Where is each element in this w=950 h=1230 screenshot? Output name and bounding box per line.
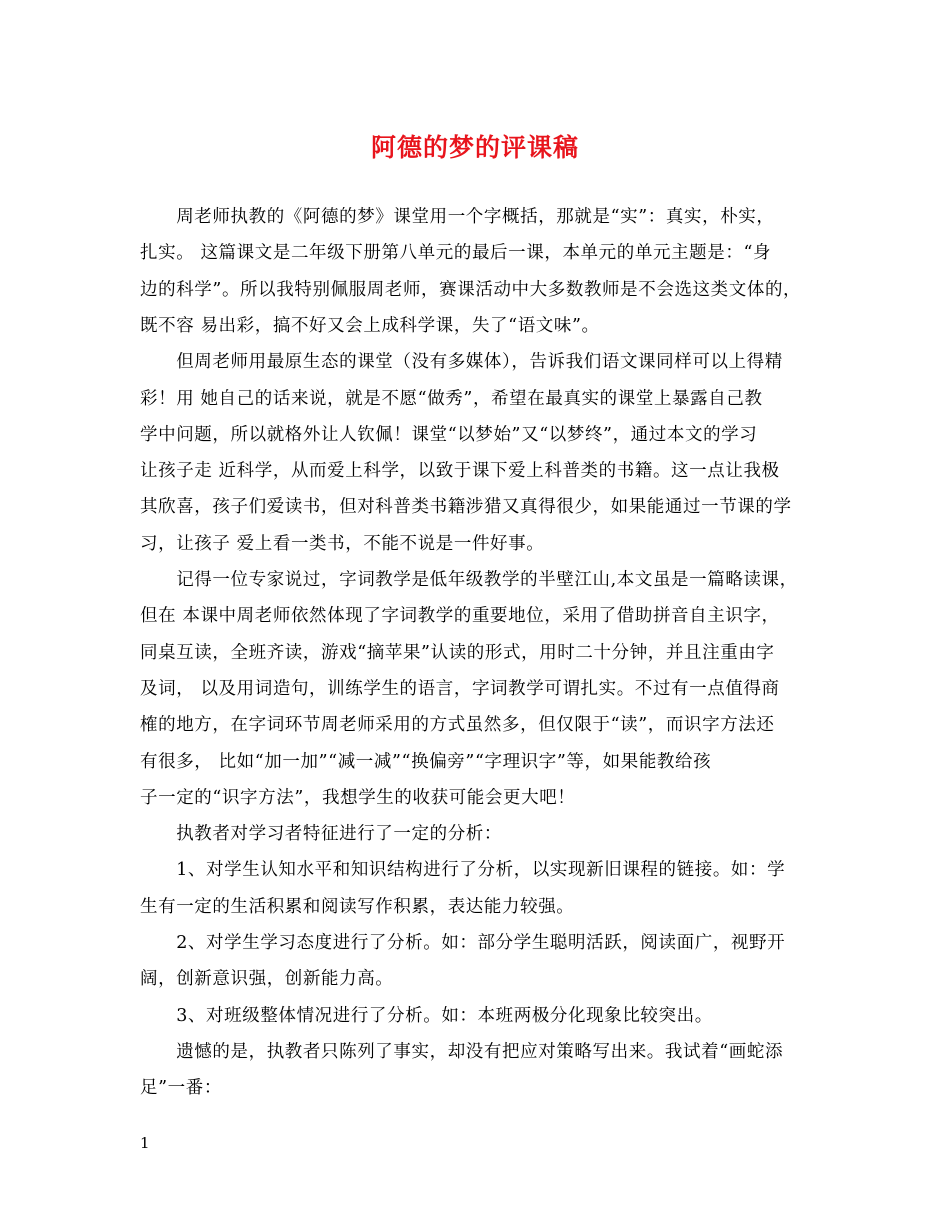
body-line: 有很多， 比如“加一加”“减一减”“换偏旁”“字理识字”等，如果能教给孩 xyxy=(140,751,712,772)
body-line: 其欣喜，孩子们爱读书，但对科普类书籍涉猎又真得很少，如果能通过一节课的学 xyxy=(140,497,792,518)
body-line: 学中问题，所以就格外让人钦佩！课堂“以梦始”又“以梦终”，通过本文的学习 xyxy=(140,424,758,445)
body-line: 习，让孩子 爱上看一类书，不能不说是一件好事。 xyxy=(140,533,545,554)
body-line: 子一定的“识字方法”，我想学生的收获可能会更大吧！ xyxy=(140,787,576,808)
body-line: 扎实。 这篇课文是二年级下册第八单元的最后一课，本单元的单元主题是：“身 xyxy=(140,243,772,264)
body-line: 周老师执教的《阿德的梦》课堂用一个字概括，那就是“实”：真实，朴实， xyxy=(140,207,775,227)
body-line: 但在 本课中周老师依然体现了字词教学的重要地位，采用了借助拼音自主识字， xyxy=(140,606,780,627)
document-title: 阿德的梦的评课稿 xyxy=(370,133,579,162)
body-line: 榷的地方，在字词环节周老师采用的方式虽然多，但仅限于“读”，而识字方法还 xyxy=(140,715,775,736)
body-line: 彩！用 她自己的话来说，就是不愿“做秀”，希望在最真实的课堂上暴露自己教 xyxy=(140,388,763,409)
body-line: 2、对学生学习态度进行了分析。如：部分学生聪明活跃，阅读面广，视野开 xyxy=(140,933,786,953)
body-line: 记得一位专家说过，字词教学是低年级教学的半壁江山,本文虽是一篇略读课， xyxy=(140,570,798,590)
body-line: 足”一番： xyxy=(140,1078,222,1099)
body-line: 既不容 易出彩，搞不好又会上成科学课，失了“语文味”。 xyxy=(140,315,600,336)
body-line: 同桌互读，全班齐读，游戏“摘苹果”认读的形式，用时二十分钟，并且注重由字 xyxy=(140,642,775,663)
body-line: 及词， 以及用词造句，训练学生的语言，字词教学可谓扎实。不过有一点值得商 xyxy=(140,678,780,699)
body-line: 但周老师用最原生态的课堂（没有多媒体），告诉我们语文课同样可以上得精 xyxy=(140,352,783,373)
body-line: 3、对班级整体情况进行了分析。如：本班两极分化现象比较突出。 xyxy=(140,1005,713,1026)
body-line: 遗憾的是，执教者只陈列了事实，却没有把应对策略写出来。我试着“画蛇添 xyxy=(140,1041,784,1062)
body-line: 执教者对学习者特征进行了一定的分析： xyxy=(140,824,502,845)
body-line: 阔，创新意识强，创新能力高。 xyxy=(140,969,394,990)
body-line: 让孩子走 近科学，从而爱上科学，以致于课下爱上科普类的书籍。这一点让我极 xyxy=(140,461,780,482)
body-line: 边的科学”。所以我特别佩服周老师，赛课活动中大多数教师是不会选这类文体的， xyxy=(140,279,802,300)
body-line: 1、对学生认知水平和知识结构进行了分析，以实现新旧课程的链接。如：学 xyxy=(140,860,786,881)
body-line: 生有一定的生活积累和阅读写作积累，表达能力较强。 xyxy=(140,896,575,917)
page-number: 1 xyxy=(140,1134,150,1152)
